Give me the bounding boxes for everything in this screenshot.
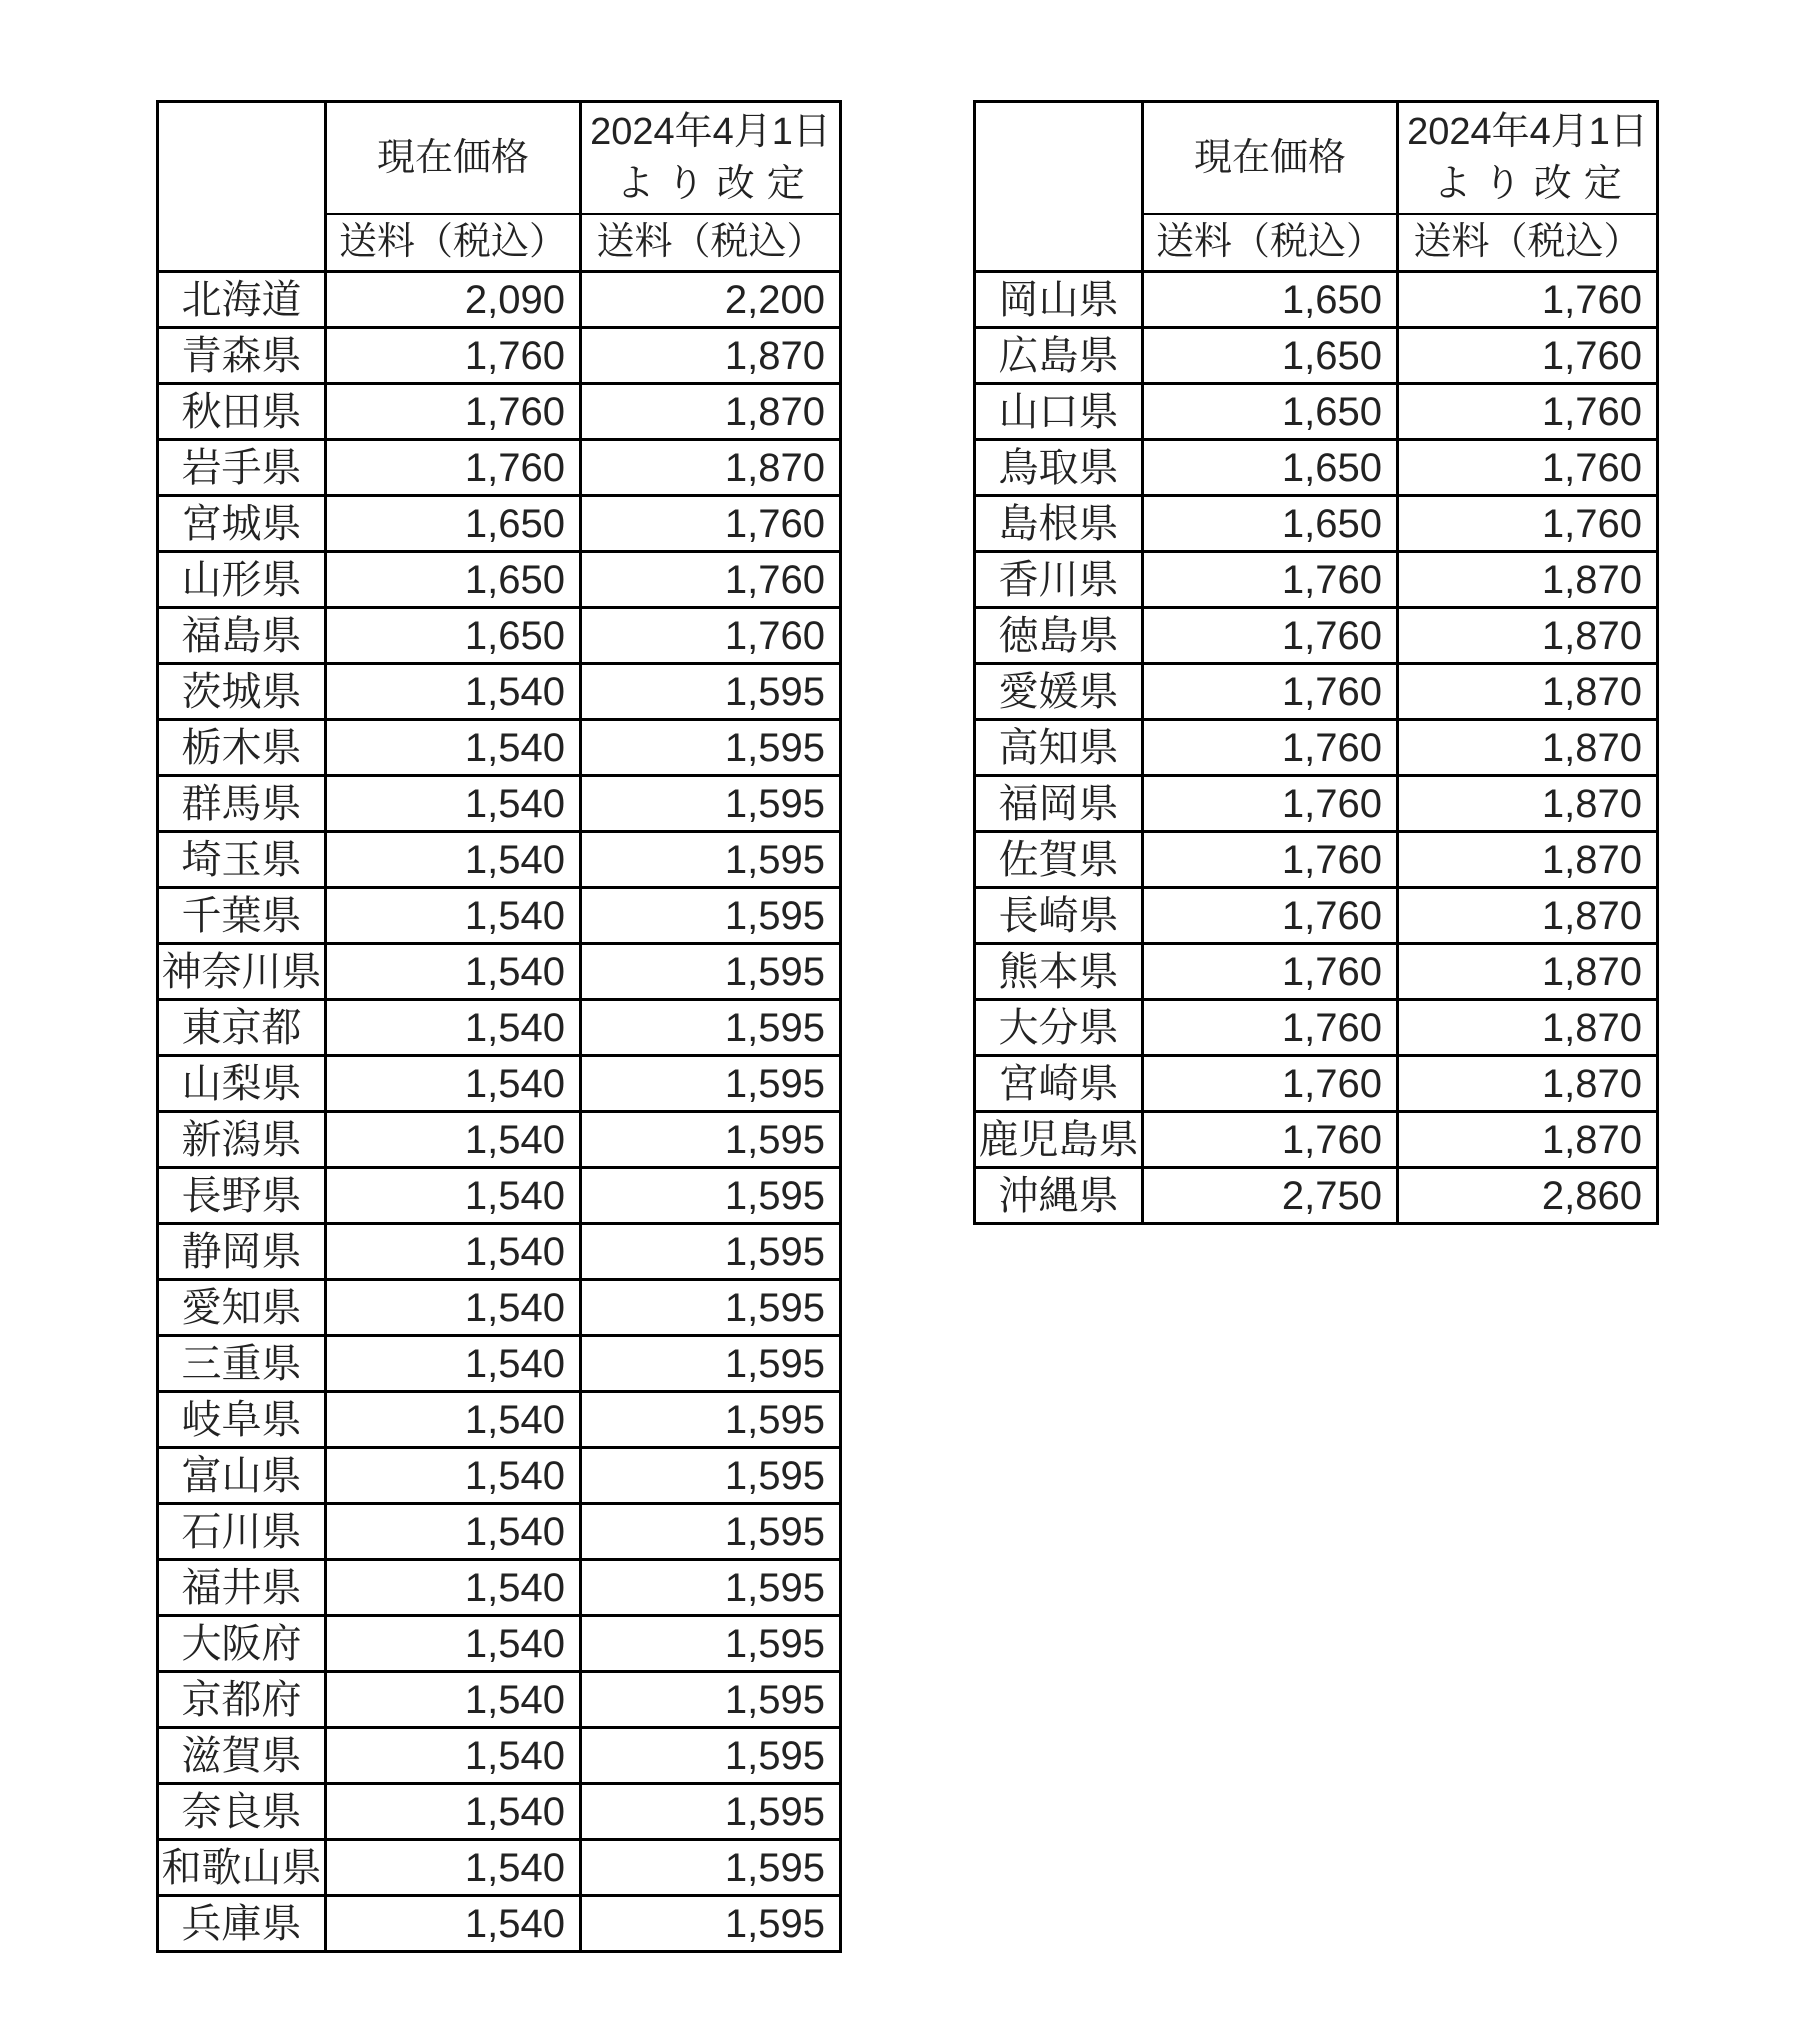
table-row xyxy=(975,1112,1658,1168)
table-row xyxy=(158,1616,841,1672)
prefecture-cell: 愛知県 xyxy=(158,1280,326,1336)
current-price-cell: 1,760 xyxy=(1143,1056,1398,1112)
current-price-cell: 1,650 xyxy=(326,552,581,608)
current-price-cell: 1,540 xyxy=(326,1840,581,1896)
current-price-cell: 1,540 xyxy=(326,776,581,832)
current-price-cell: 1,540 xyxy=(326,1448,581,1504)
table-row xyxy=(158,272,841,328)
prefecture-cell: 大分県 xyxy=(975,1000,1143,1056)
prefecture-cell: 石川県 xyxy=(158,1504,326,1560)
revised-price-cell: 1,595 xyxy=(581,1168,841,1224)
table-row xyxy=(158,1056,841,1112)
revised-price-cell: 1,595 xyxy=(581,1112,841,1168)
revised-price-cell: 1,870 xyxy=(1398,720,1658,776)
revised-price-cell: 1,595 xyxy=(581,1000,841,1056)
revised-price-cell: 1,870 xyxy=(581,328,841,384)
prefecture-cell: 千葉県 xyxy=(158,888,326,944)
prefecture-cell: 佐賀県 xyxy=(975,832,1143,888)
current-price-cell: 1,760 xyxy=(326,440,581,496)
table-row xyxy=(975,664,1658,720)
revised-price-cell: 1,595 xyxy=(581,944,841,1000)
prefecture-cell: 秋田県 xyxy=(158,384,326,440)
revised-price-header xyxy=(581,102,841,214)
revised-price-cell: 1,595 xyxy=(581,1336,841,1392)
revised-price-cell: 1,870 xyxy=(1398,1056,1658,1112)
prefecture-cell: 北海道 xyxy=(158,272,326,328)
table-row xyxy=(158,1336,841,1392)
current-price-cell: 1,650 xyxy=(1143,496,1398,552)
table-row xyxy=(158,328,841,384)
revised-price-cell: 1,870 xyxy=(1398,944,1658,1000)
revised-price-cell: 1,595 xyxy=(581,1392,841,1448)
table-row xyxy=(975,608,1658,664)
prefecture-cell: 青森県 xyxy=(158,328,326,384)
prefecture-cell: 鹿児島県 xyxy=(975,1112,1143,1168)
prefecture-cell: 福岡県 xyxy=(975,776,1143,832)
table-row xyxy=(158,1448,841,1504)
table-row xyxy=(158,1392,841,1448)
table-row xyxy=(158,496,841,552)
prefecture-cell: 三重県 xyxy=(158,1336,326,1392)
revised-price-cell: 1,595 xyxy=(581,1280,841,1336)
revised-price-cell: 1,760 xyxy=(581,608,841,664)
prefecture-cell: 香川県 xyxy=(975,552,1143,608)
current-price-cell: 1,540 xyxy=(326,1616,581,1672)
revised-price-cell: 1,595 xyxy=(581,1728,841,1784)
revised-date-line: 2024年4月1日 xyxy=(1407,110,1648,153)
revised-price-cell: 1,595 xyxy=(581,720,841,776)
current-price-cell: 1,760 xyxy=(1143,608,1398,664)
shipping-table-left xyxy=(156,100,842,1953)
table-row xyxy=(158,1224,841,1280)
revised-price-cell: 1,760 xyxy=(1398,384,1658,440)
table-row xyxy=(158,1840,841,1896)
current-price-cell: 2,750 xyxy=(1143,1168,1398,1224)
revised-price-cell: 1,595 xyxy=(581,776,841,832)
current-price-cell: 1,540 xyxy=(326,1672,581,1728)
current-price-cell: 1,760 xyxy=(1143,664,1398,720)
current-price-cell: 1,760 xyxy=(1143,832,1398,888)
prefecture-cell: 神奈川県 xyxy=(158,944,326,1000)
revised-price-cell: 1,760 xyxy=(1398,440,1658,496)
current-price-cell: 1,540 xyxy=(326,944,581,1000)
shipping-tax-header-revised: 送料（税込） xyxy=(1398,214,1658,272)
prefecture-cell: 和歌山県 xyxy=(158,1840,326,1896)
prefecture-cell: 埼玉県 xyxy=(158,832,326,888)
table-row xyxy=(975,440,1658,496)
table-row xyxy=(158,1560,841,1616)
table-row xyxy=(158,608,841,664)
revised-price-cell: 1,595 xyxy=(581,832,841,888)
revised-price-cell: 1,870 xyxy=(1398,664,1658,720)
table-row xyxy=(975,1168,1658,1224)
prefecture-cell: 岩手県 xyxy=(158,440,326,496)
revised-price-cell: 1,870 xyxy=(1398,1112,1658,1168)
table-row xyxy=(158,720,841,776)
revised-price-cell: 1,595 xyxy=(581,1784,841,1840)
table-row xyxy=(158,664,841,720)
table-body-right xyxy=(975,272,1658,1224)
revised-price-cell: 1,595 xyxy=(581,1616,841,1672)
revised-price-cell: 1,595 xyxy=(581,1672,841,1728)
table-row xyxy=(975,1000,1658,1056)
current-price-cell: 1,540 xyxy=(326,1000,581,1056)
current-price-cell: 1,760 xyxy=(1143,1112,1398,1168)
prefecture-cell: 広島県 xyxy=(975,328,1143,384)
current-price-cell: 1,650 xyxy=(1143,384,1398,440)
current-price-cell: 1,540 xyxy=(326,1112,581,1168)
prefecture-cell: 奈良県 xyxy=(158,1784,326,1840)
prefecture-cell: 栃木県 xyxy=(158,720,326,776)
prefecture-cell: 宮城県 xyxy=(158,496,326,552)
table-row xyxy=(975,944,1658,1000)
revised-price-cell: 1,760 xyxy=(1398,272,1658,328)
prefecture-cell: 長崎県 xyxy=(975,888,1143,944)
current-price-cell: 1,760 xyxy=(1143,944,1398,1000)
table-row xyxy=(158,776,841,832)
table-row xyxy=(158,832,841,888)
table-row xyxy=(158,1672,841,1728)
revised-price-cell: 1,870 xyxy=(581,440,841,496)
prefecture-cell: 兵庫県 xyxy=(158,1896,326,1952)
current-price-cell: 1,540 xyxy=(326,1560,581,1616)
prefecture-cell: 新潟県 xyxy=(158,1112,326,1168)
current-price-cell: 1,760 xyxy=(1143,1000,1398,1056)
current-price-cell: 1,650 xyxy=(1143,272,1398,328)
current-price-cell: 1,540 xyxy=(326,1784,581,1840)
prefecture-cell: 山形県 xyxy=(158,552,326,608)
revised-price-header xyxy=(1398,102,1658,214)
table-row xyxy=(975,720,1658,776)
current-price-cell: 1,760 xyxy=(1143,888,1398,944)
current-price-cell: 1,650 xyxy=(326,496,581,552)
shipping-tax-header-current: 送料（税込） xyxy=(326,214,581,272)
revised-price-cell: 1,595 xyxy=(581,1056,841,1112)
prefecture-cell: 静岡県 xyxy=(158,1224,326,1280)
prefecture-cell: 愛媛県 xyxy=(975,664,1143,720)
current-price-cell: 1,540 xyxy=(326,888,581,944)
table-row xyxy=(158,440,841,496)
header-row-top xyxy=(158,102,841,214)
current-price-cell: 1,540 xyxy=(326,1336,581,1392)
prefecture-cell: 岡山県 xyxy=(975,272,1143,328)
revised-price-cell: 1,760 xyxy=(1398,328,1658,384)
current-price-cell: 1,760 xyxy=(1143,720,1398,776)
current-price-cell: 1,540 xyxy=(326,664,581,720)
revised-price-cell: 1,595 xyxy=(581,1896,841,1952)
current-price-cell: 1,760 xyxy=(1143,776,1398,832)
shipping-tax-header-current: 送料（税込） xyxy=(1143,214,1398,272)
prefecture-cell: 京都府 xyxy=(158,1672,326,1728)
current-price-cell: 1,540 xyxy=(326,1896,581,1952)
table-row xyxy=(975,384,1658,440)
current-price-cell: 1,650 xyxy=(1143,328,1398,384)
table-row xyxy=(975,272,1658,328)
revised-price-cell: 1,870 xyxy=(1398,552,1658,608)
table-header-right xyxy=(975,102,1658,272)
prefecture-cell: 宮崎県 xyxy=(975,1056,1143,1112)
revised-price-cell: 1,870 xyxy=(1398,832,1658,888)
table-row xyxy=(158,1728,841,1784)
revised-price-cell: 1,595 xyxy=(581,1504,841,1560)
revised-price-cell: 1,595 xyxy=(581,664,841,720)
revised-suffix-line: より改定 xyxy=(616,162,817,205)
revised-price-cell: 1,870 xyxy=(1398,776,1658,832)
revised-price-cell: 1,760 xyxy=(581,496,841,552)
prefecture-cell: 熊本県 xyxy=(975,944,1143,1000)
table-row xyxy=(158,1280,841,1336)
table-row xyxy=(975,776,1658,832)
revised-price-cell: 1,595 xyxy=(581,1224,841,1280)
current-price-cell: 1,540 xyxy=(326,1504,581,1560)
table-row xyxy=(158,1168,841,1224)
current-price-cell: 1,650 xyxy=(326,608,581,664)
prefecture-cell: 群馬県 xyxy=(158,776,326,832)
table-row xyxy=(158,1896,841,1952)
table-row xyxy=(975,552,1658,608)
prefecture-cell: 徳島県 xyxy=(975,608,1143,664)
current-price-cell: 1,540 xyxy=(326,1280,581,1336)
prefecture-cell: 富山県 xyxy=(158,1448,326,1504)
prefecture-cell: 長野県 xyxy=(158,1168,326,1224)
prefecture-cell: 山梨県 xyxy=(158,1056,326,1112)
current-price-cell: 1,540 xyxy=(326,1056,581,1112)
table-header-left xyxy=(158,102,841,272)
table-row xyxy=(158,1784,841,1840)
revised-price-cell: 1,870 xyxy=(1398,1000,1658,1056)
current-price-cell: 1,650 xyxy=(1143,440,1398,496)
table-row xyxy=(158,1504,841,1560)
revised-price-cell: 1,595 xyxy=(581,1840,841,1896)
current-price-cell: 1,540 xyxy=(326,1168,581,1224)
current-price-cell: 2,090 xyxy=(326,272,581,328)
current-price-cell: 1,540 xyxy=(326,832,581,888)
table-row xyxy=(975,888,1658,944)
prefecture-cell: 東京都 xyxy=(158,1000,326,1056)
prefecture-cell: 茨城県 xyxy=(158,664,326,720)
table-row xyxy=(975,1056,1658,1112)
current-price-cell: 1,540 xyxy=(326,720,581,776)
prefecture-cell: 島根県 xyxy=(975,496,1143,552)
current-price-header: 現在価格 xyxy=(326,102,581,214)
table-row xyxy=(158,552,841,608)
prefecture-cell: 岐阜県 xyxy=(158,1392,326,1448)
table-row xyxy=(158,1112,841,1168)
revised-price-cell: 2,200 xyxy=(581,272,841,328)
header-row-top xyxy=(975,102,1658,214)
revised-price-cell: 1,760 xyxy=(581,552,841,608)
current-price-header: 現在価格 xyxy=(1143,102,1398,214)
current-price-cell: 1,540 xyxy=(326,1392,581,1448)
current-price-cell: 1,760 xyxy=(326,384,581,440)
current-price-cell: 1,540 xyxy=(326,1728,581,1784)
table-row xyxy=(975,328,1658,384)
shipping-tax-header-revised: 送料（税込） xyxy=(581,214,841,272)
corner-cell xyxy=(158,102,326,272)
revised-price-cell: 1,870 xyxy=(1398,888,1658,944)
revised-date-line: 2024年4月1日 xyxy=(590,110,831,153)
table-row xyxy=(158,888,841,944)
prefecture-cell: 大阪府 xyxy=(158,1616,326,1672)
shipping-table-right xyxy=(973,100,1659,1225)
prefecture-cell: 沖縄県 xyxy=(975,1168,1143,1224)
prefecture-cell: 山口県 xyxy=(975,384,1143,440)
prefecture-cell: 鳥取県 xyxy=(975,440,1143,496)
table-body-left xyxy=(158,272,841,1952)
current-price-cell: 1,760 xyxy=(326,328,581,384)
revised-price-cell: 1,870 xyxy=(581,384,841,440)
revised-price-cell: 1,870 xyxy=(1398,608,1658,664)
corner-cell xyxy=(975,102,1143,272)
prefecture-cell: 福井県 xyxy=(158,1560,326,1616)
revised-price-cell: 2,860 xyxy=(1398,1168,1658,1224)
current-price-cell: 1,540 xyxy=(326,1224,581,1280)
revised-price-cell: 1,595 xyxy=(581,1560,841,1616)
table-row xyxy=(158,1000,841,1056)
table-row xyxy=(975,496,1658,552)
revised-price-cell: 1,595 xyxy=(581,1448,841,1504)
table-row xyxy=(158,384,841,440)
prefecture-cell: 高知県 xyxy=(975,720,1143,776)
table-row xyxy=(158,944,841,1000)
prefecture-cell: 福島県 xyxy=(158,608,326,664)
prefecture-cell: 滋賀県 xyxy=(158,1728,326,1784)
revised-suffix-line: より改定 xyxy=(1433,162,1634,205)
table-row xyxy=(975,832,1658,888)
revised-price-cell: 1,595 xyxy=(581,888,841,944)
current-price-cell: 1,760 xyxy=(1143,552,1398,608)
revised-price-cell: 1,760 xyxy=(1398,496,1658,552)
